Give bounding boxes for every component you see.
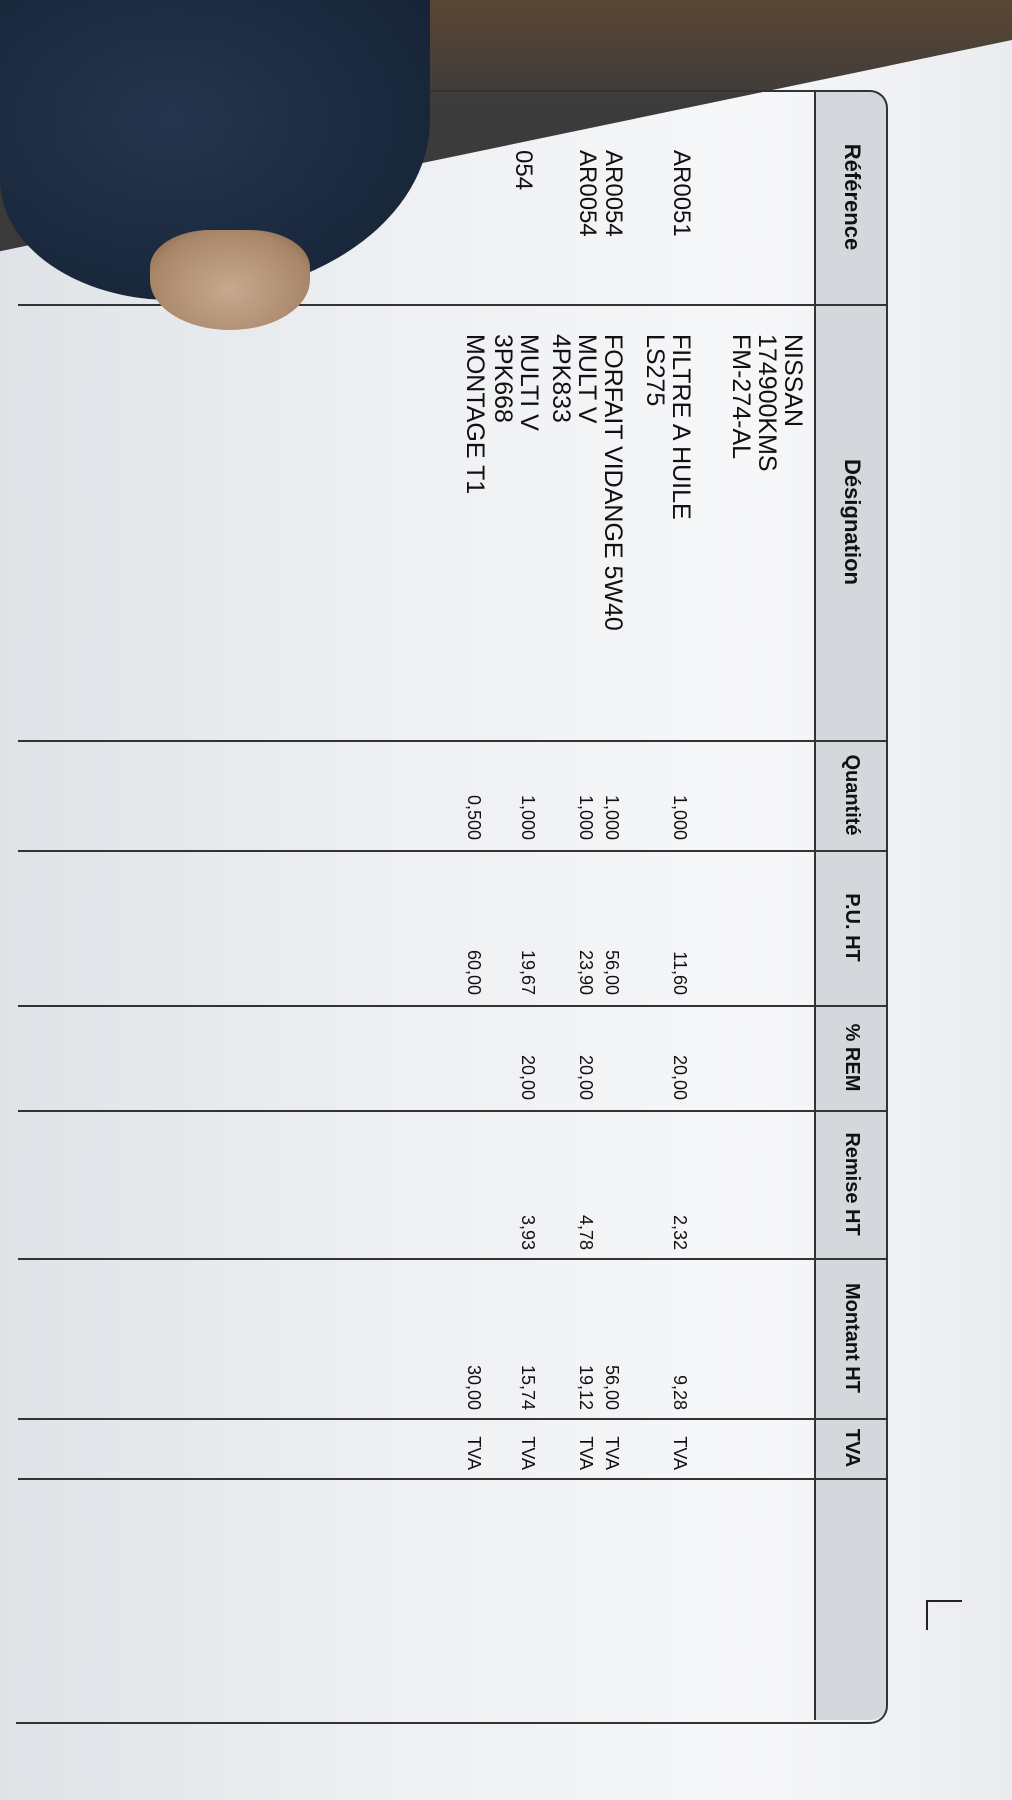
cell-designation-line: 4PK833 — [547, 334, 575, 423]
header-reference: Référence — [840, 143, 865, 251]
column-divider — [18, 304, 888, 306]
cell-remise-ht: 2,32 — [670, 1214, 690, 1250]
column-divider — [18, 1258, 888, 1260]
cell-remise-ht: 3,93 — [518, 1214, 538, 1250]
header-pu-ht: P.U. HT — [841, 893, 864, 962]
thumb — [150, 230, 310, 330]
cell-reference: AR0051 — [668, 150, 695, 237]
header-montant-ht: Montant HT — [841, 1283, 864, 1393]
header-tva: TVA — [841, 1428, 864, 1468]
cell-pu-ht: 19,67 — [518, 949, 538, 995]
cell-reference: 054 — [510, 150, 537, 191]
cell-pct-rem: 20,00 — [518, 1054, 538, 1100]
cell-designation-line: MULT V — [573, 334, 601, 424]
vehicle-plate: FM-274-AL — [727, 334, 755, 460]
cell-montant-ht: 56,00 — [602, 1364, 622, 1410]
header-quantite: Quantité — [841, 754, 864, 836]
cell-pu-ht: 56,00 — [602, 949, 622, 995]
cell-reference: AR0054 — [600, 150, 627, 237]
cell-tva: TVA — [670, 1436, 690, 1470]
header-remise-ht: Remise HT — [841, 1132, 864, 1236]
column-divider — [18, 1005, 888, 1007]
cell-reference: AR0054 — [574, 150, 601, 237]
vehicle-make: NISSAN — [779, 334, 807, 428]
header-designation: Désignation — [840, 459, 865, 585]
cell-montant-ht: 9,28 — [670, 1374, 690, 1410]
cell-quantite: 1,000 — [518, 794, 538, 840]
cell-quantite: 1,000 — [576, 794, 596, 840]
column-divider — [18, 1418, 888, 1420]
cell-quantite: 1,000 — [602, 794, 622, 840]
cell-designation-line: MONTAGE T1 — [461, 334, 489, 495]
cell-montant-ht: 19,12 — [576, 1364, 596, 1410]
cell-quantite: 1,000 — [670, 794, 690, 840]
cell-tva: TVA — [464, 1436, 484, 1470]
print-corner-mark — [926, 1600, 962, 1630]
header-pct-rem: % REM — [841, 1023, 864, 1092]
cell-designation-line: MULTI V — [515, 334, 543, 431]
column-divider — [18, 1478, 888, 1480]
cell-pu-ht: 60,00 — [464, 949, 484, 995]
cell-designation-line: FILTRE A HUILE — [667, 334, 695, 520]
cell-pu-ht: 11,60 — [670, 951, 690, 995]
column-divider — [18, 850, 888, 852]
vehicle-mileage: 174900KMS — [753, 334, 781, 472]
cell-pct-rem: 20,00 — [670, 1054, 690, 1100]
cell-tva: TVA — [576, 1436, 596, 1470]
column-divider — [18, 740, 888, 742]
cell-designation-line: 3PK668 — [489, 334, 517, 423]
cell-montant-ht: 15,74 — [518, 1364, 538, 1410]
cell-tva: TVA — [602, 1436, 622, 1470]
column-divider — [18, 1110, 888, 1112]
cell-tva: TVA — [518, 1436, 538, 1470]
cell-designation-line: LS275 — [641, 334, 669, 407]
cell-pct-rem: 20,00 — [576, 1054, 596, 1100]
cell-remise-ht: 4,78 — [576, 1214, 596, 1250]
cell-pu-ht: 23,90 — [576, 949, 596, 995]
cell-quantite: 0,500 — [464, 794, 484, 840]
cell-montant-ht: 30,00 — [464, 1364, 484, 1410]
cell-designation-line: FORFAIT VIDANGE 5W40 — [599, 334, 627, 631]
